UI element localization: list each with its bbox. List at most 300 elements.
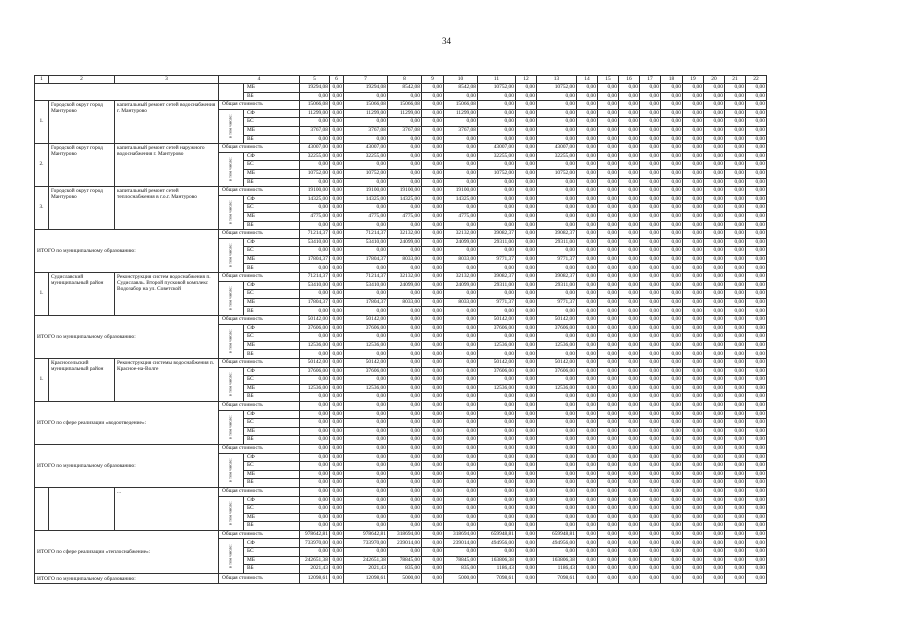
value-cell: 0,00 [639, 101, 660, 110]
value-cell: 0,00 [576, 161, 597, 170]
value-cell: 0,00 [682, 238, 703, 247]
value-cell: 0,00 [597, 169, 618, 178]
value-cell: 0,00 [597, 462, 618, 471]
value-cell: 0,00 [387, 161, 421, 170]
value-cell: 0,00 [576, 109, 597, 118]
value-cell: 0,00 [639, 264, 660, 273]
value-cell: 0,00 [597, 212, 618, 221]
value-cell: 10752,00 [343, 169, 387, 178]
value-cell: 318694,00 [443, 530, 477, 539]
value-cell: 0,00 [618, 487, 639, 496]
value-cell: 0,00 [387, 419, 421, 428]
vertical-label-text: в том числе: [227, 286, 233, 311]
value-cell: 0,00 [536, 393, 576, 402]
value-cell: 0,00 [536, 444, 576, 453]
value-cell: 0,00 [618, 298, 639, 307]
value-cell: 659948,81 [477, 530, 515, 539]
value-cell: 0,00 [682, 565, 703, 574]
value-cell: 0,00 [576, 565, 597, 574]
value-cell: 0,00 [639, 152, 660, 161]
value-cell: 0,00 [618, 255, 639, 264]
value-cell: 0,00 [329, 565, 343, 574]
value-cell: 0,00 [682, 92, 703, 101]
value-cell: 0,00 [536, 410, 576, 419]
value-cell: 0,00 [660, 118, 682, 127]
value-cell: 0,00 [724, 238, 745, 247]
value-cell: 0,00 [682, 169, 703, 178]
value-cell: 0,00 [724, 212, 745, 221]
value-cell: 0,00 [387, 350, 421, 359]
value-cell: 0,00 [639, 92, 660, 101]
value-cell: 0,00 [703, 573, 724, 584]
value-cell: 0,00 [299, 496, 329, 505]
value-cell: 0,00 [745, 565, 766, 574]
value-cell: 0,00 [745, 92, 766, 101]
value-cell: 9771,37 [477, 298, 515, 307]
value-cell: 0,00 [443, 367, 477, 376]
value-cell: 19100,00 [299, 187, 329, 196]
value-cell: 0,00 [515, 496, 536, 505]
value-cell: 0,00 [639, 195, 660, 204]
value-cell: 0,00 [443, 324, 477, 333]
value-cell: 0,00 [618, 324, 639, 333]
value-cell: 0,00 [597, 522, 618, 531]
value-cell: 0,00 [329, 221, 343, 230]
project-cell: капитальный ремонт сетей водоснабжения г. Мантурово [115, 101, 219, 144]
value-cell: 0,00 [329, 410, 343, 419]
value-cell: 0,00 [329, 187, 343, 196]
value-cell: 0,00 [576, 135, 597, 144]
value-cell: 12536,00 [477, 384, 515, 393]
value-cell: 0,00 [724, 462, 745, 471]
value-cell: 0,00 [343, 496, 387, 505]
header-cell: 16 [618, 76, 639, 84]
value-cell: 0,00 [639, 539, 660, 548]
value-cell: 0,00 [477, 187, 515, 196]
value-cell: 0,00 [515, 135, 536, 144]
value-cell: 0,00 [576, 359, 597, 368]
value-cell: 0,00 [639, 444, 660, 453]
row-label: ВБ [243, 436, 299, 445]
value-cell: 15066,08 [343, 101, 387, 110]
value-cell: 0,00 [597, 109, 618, 118]
value-cell: 0,00 [682, 487, 703, 496]
value-cell: 0,00 [515, 376, 536, 385]
value-cell: 0,00 [515, 350, 536, 359]
value-cell: 0,00 [639, 436, 660, 445]
value-cell: 3767,08 [387, 126, 421, 135]
value-cell: 4775,00 [443, 212, 477, 221]
value-cell: 0,00 [639, 496, 660, 505]
value-cell: 0,00 [421, 298, 443, 307]
value-cell: 0,00 [443, 505, 477, 514]
value-cell: 14325,00 [343, 195, 387, 204]
value-cell: 43007,00 [343, 144, 387, 153]
row-label: СФ [243, 238, 299, 247]
value-cell: 0,00 [703, 376, 724, 385]
vertical-label [219, 367, 244, 401]
value-cell: 0,00 [660, 453, 682, 462]
value-cell: 2021,43 [299, 565, 329, 574]
value-cell: 0,00 [329, 367, 343, 376]
value-cell: 0,00 [421, 230, 443, 239]
value-cell: 0,00 [703, 341, 724, 350]
row-label: БС [243, 118, 299, 127]
value-cell: 0,00 [682, 436, 703, 445]
value-cell: 0,00 [477, 118, 515, 127]
value-cell: 14325,00 [443, 195, 477, 204]
value-cell: 0,00 [639, 401, 660, 410]
value-cell: 0,00 [536, 178, 576, 187]
value-cell: 0,00 [724, 135, 745, 144]
value-cell: 0,00 [639, 187, 660, 196]
value-cell: 0,00 [639, 522, 660, 531]
value-cell: 0,00 [597, 273, 618, 282]
value-cell: 0,00 [421, 324, 443, 333]
value-cell: 0,00 [515, 316, 536, 325]
value-cell: 0,00 [597, 92, 618, 101]
value-cell: 0,00 [660, 84, 682, 93]
value-cell: 0,00 [597, 376, 618, 385]
row-label: МБ [243, 84, 299, 93]
value-cell: 0,00 [477, 410, 515, 419]
value-cell: 4775,00 [343, 212, 387, 221]
value-cell: 0,00 [421, 522, 443, 531]
value-cell: 0,00 [343, 333, 387, 342]
value-cell: 0,00 [387, 316, 421, 325]
value-cell: 0,00 [745, 152, 766, 161]
value-cell: 0,00 [343, 419, 387, 428]
value-cell: 0,00 [597, 152, 618, 161]
value-cell: 0,00 [421, 169, 443, 178]
value-cell: 0,00 [660, 152, 682, 161]
project-cell: Реконструкция систем водоснабжения п. Судиславль. Второй пусковой комплекс Водозабор на ул. Советской [115, 273, 219, 316]
row-label: МБ [243, 341, 299, 350]
value-cell: 0,00 [660, 281, 682, 290]
value-cell: 0,00 [387, 333, 421, 342]
value-cell: 0,00 [443, 479, 477, 488]
row-label: МБ [243, 298, 299, 307]
value-cell: 0,00 [597, 221, 618, 230]
value-cell: 0,00 [618, 161, 639, 170]
value-cell: 0,00 [299, 487, 329, 496]
value-cell: 0,00 [536, 427, 576, 436]
value-cell: 43007,00 [477, 144, 515, 153]
value-cell: 0,00 [618, 247, 639, 256]
value-cell: 0,00 [660, 101, 682, 110]
value-cell: 0,00 [477, 350, 515, 359]
value-cell: 0,00 [703, 427, 724, 436]
row-label: БС [243, 505, 299, 514]
value-cell: 0,00 [682, 230, 703, 239]
value-cell: 5000,00 [443, 573, 477, 584]
value-cell: 0,00 [329, 264, 343, 273]
value-cell: 11299,00 [299, 109, 329, 118]
value-cell: 8033,00 [387, 298, 421, 307]
row-label: МБ [243, 513, 299, 522]
value-cell: 0,00 [299, 264, 329, 273]
value-cell: 0,00 [597, 307, 618, 316]
value-cell: 0,00 [660, 462, 682, 471]
value-cell: 0,00 [660, 384, 682, 393]
value-cell: 0,00 [329, 144, 343, 153]
value-cell: 0,00 [421, 401, 443, 410]
value-cell: 0,00 [682, 290, 703, 299]
value-cell: 0,00 [682, 548, 703, 557]
value-cell: 0,00 [660, 238, 682, 247]
value-cell: 0,00 [536, 135, 576, 144]
value-cell: 0,00 [639, 427, 660, 436]
value-cell: 0,00 [660, 548, 682, 557]
value-cell: 0,00 [745, 290, 766, 299]
value-cell: 0,00 [536, 195, 576, 204]
value-cell: 0,00 [443, 410, 477, 419]
value-cell: 17804,37 [343, 255, 387, 264]
row-label: ВБ [243, 522, 299, 531]
project-cell: Реконструкция системы водоснабжения п. Красное-на-Волге [115, 359, 219, 402]
page-number: 34 [442, 36, 451, 46]
value-cell: 0,00 [329, 487, 343, 496]
value-cell: 0,00 [536, 204, 576, 213]
value-cell: 0,00 [515, 470, 536, 479]
value-cell: 0,00 [660, 539, 682, 548]
value-cell: 0,00 [703, 487, 724, 496]
value-cell: 0,00 [660, 273, 682, 282]
value-cell: 0,00 [639, 230, 660, 239]
value-cell: 0,00 [576, 539, 597, 548]
value-cell: 9771,37 [536, 255, 576, 264]
value-cell: 0,00 [703, 410, 724, 419]
value-cell: 0,00 [329, 324, 343, 333]
value-cell: 0,00 [639, 462, 660, 471]
row-label: БС [243, 247, 299, 256]
value-cell: 0,00 [745, 436, 766, 445]
value-cell: 0,00 [597, 359, 618, 368]
value-cell: 0,00 [387, 444, 421, 453]
value-cell: 0,00 [682, 195, 703, 204]
row-label: ВБ [243, 479, 299, 488]
value-cell: 37606,00 [299, 324, 329, 333]
value-cell: 0,00 [639, 290, 660, 299]
value-cell: 0,00 [299, 247, 329, 256]
value-cell: 17804,37 [299, 255, 329, 264]
value-cell: 0,00 [387, 290, 421, 299]
value-cell: 0,00 [745, 126, 766, 135]
value-cell: 0,00 [639, 470, 660, 479]
value-cell: 0,00 [724, 126, 745, 135]
value-cell: 0,00 [703, 316, 724, 325]
value-cell: 0,00 [703, 565, 724, 574]
value-cell: 0,00 [576, 462, 597, 471]
vertical-label-text: в том числе: [227, 329, 233, 354]
value-cell: 0,00 [329, 376, 343, 385]
value-cell: 0,00 [682, 419, 703, 428]
value-cell: 0,00 [682, 539, 703, 548]
value-cell: 0,00 [618, 307, 639, 316]
value-cell: 0,00 [682, 444, 703, 453]
value-cell: 0,00 [576, 264, 597, 273]
value-cell: 0,00 [724, 84, 745, 93]
value-cell: 0,00 [724, 359, 745, 368]
row-label: ВБ [243, 92, 299, 101]
value-cell: 0,00 [724, 444, 745, 453]
value-cell: 0,00 [703, 221, 724, 230]
value-cell: 0,00 [597, 238, 618, 247]
value-cell: 0,00 [724, 487, 745, 496]
value-cell: 7098,61 [477, 573, 515, 584]
value-cell: 0,00 [724, 178, 745, 187]
row-label: СФ [243, 152, 299, 161]
value-cell: 50142,00 [477, 359, 515, 368]
value-cell: 0,00 [724, 333, 745, 342]
row-label: БС [243, 161, 299, 170]
value-cell: 0,00 [724, 221, 745, 230]
value-cell: 0,00 [639, 221, 660, 230]
header-cell: 18 [660, 76, 682, 84]
value-cell: 0,00 [515, 273, 536, 282]
value-cell: 0,00 [597, 161, 618, 170]
value-cell: 0,00 [660, 573, 682, 584]
municipality-cell: Красносельский муниципальный район [49, 359, 115, 402]
header-cell: 2 [49, 76, 115, 84]
value-cell: 0,00 [639, 84, 660, 93]
value-cell: 0,00 [343, 410, 387, 419]
value-cell: 0,00 [421, 290, 443, 299]
value-cell: 0,00 [660, 92, 682, 101]
value-cell: 0,00 [745, 307, 766, 316]
value-cell: 0,00 [387, 453, 421, 462]
value-cell: 0,00 [477, 470, 515, 479]
row-number: 3. [35, 187, 49, 230]
value-cell: 10752,00 [477, 84, 515, 93]
value-cell: 0,00 [343, 135, 387, 144]
value-cell: 0,00 [639, 479, 660, 488]
value-cell: 0,00 [703, 333, 724, 342]
value-cell: 0,00 [703, 513, 724, 522]
value-cell: 0,00 [576, 290, 597, 299]
value-cell: 50142,00 [299, 359, 329, 368]
value-cell: 0,00 [515, 444, 536, 453]
value-cell: 0,00 [682, 427, 703, 436]
value-cell: 0,00 [745, 161, 766, 170]
value-cell: 0,00 [421, 487, 443, 496]
value-cell: 0,00 [329, 462, 343, 471]
value-cell: 0,00 [421, 359, 443, 368]
value-cell: 0,00 [724, 109, 745, 118]
value-cell: 0,00 [443, 522, 477, 531]
value-cell: 0,00 [515, 290, 536, 299]
value-cell: 0,00 [745, 109, 766, 118]
header-cell: 8 [387, 76, 421, 84]
value-cell: 0,00 [515, 298, 536, 307]
value-cell: 0,00 [515, 126, 536, 135]
value-cell: 0,00 [477, 247, 515, 256]
value-cell: 0,00 [299, 178, 329, 187]
value-cell: 239014,00 [443, 539, 477, 548]
value-cell: 0,00 [421, 565, 443, 574]
value-cell: 0,00 [477, 135, 515, 144]
value-cell: 0,00 [536, 350, 576, 359]
value-cell: 0,00 [597, 453, 618, 462]
value-cell: 0,00 [597, 427, 618, 436]
value-cell: 0,00 [536, 419, 576, 428]
value-cell: 0,00 [576, 118, 597, 127]
value-cell: 0,00 [536, 307, 576, 316]
value-cell: 0,00 [536, 333, 576, 342]
value-cell: 0,00 [618, 410, 639, 419]
value-cell: 0,00 [477, 427, 515, 436]
vertical-label-text: в том числе: [227, 415, 233, 440]
value-cell: 8542,08 [443, 84, 477, 93]
value-cell: 0,00 [745, 393, 766, 402]
value-cell: 0,00 [660, 513, 682, 522]
value-cell: 0,00 [682, 479, 703, 488]
value-cell: 0,00 [682, 187, 703, 196]
value-cell: 12536,00 [343, 384, 387, 393]
value-cell: 0,00 [745, 230, 766, 239]
value-cell: 0,00 [421, 530, 443, 539]
value-cell: 0,00 [387, 496, 421, 505]
value-cell: 0,00 [724, 513, 745, 522]
value-cell: 0,00 [639, 212, 660, 221]
value-cell: 0,00 [443, 427, 477, 436]
value-cell: 0,00 [477, 195, 515, 204]
value-cell: 0,00 [329, 341, 343, 350]
value-cell: 0,00 [618, 126, 639, 135]
budget-table [34, 75, 767, 584]
value-cell: 0,00 [576, 573, 597, 584]
value-cell: 0,00 [724, 161, 745, 170]
value-cell: 0,00 [618, 290, 639, 299]
value-cell: 50142,00 [343, 359, 387, 368]
value-cell: 0,00 [597, 487, 618, 496]
value-cell: 0,00 [597, 401, 618, 410]
blank-cell [35, 84, 219, 101]
value-cell: 0,00 [421, 384, 443, 393]
value-cell: 0,00 [329, 247, 343, 256]
value-cell: 19100,00 [387, 187, 421, 196]
header-cell: 4 [219, 76, 300, 84]
value-cell: 0,00 [421, 281, 443, 290]
value-cell: 0,00 [576, 419, 597, 428]
value-cell: 0,00 [618, 462, 639, 471]
value-cell: 0,00 [682, 573, 703, 584]
value-cell: 0,00 [639, 359, 660, 368]
value-cell: 0,00 [724, 427, 745, 436]
value-cell: 0,00 [576, 307, 597, 316]
value-cell: 0,00 [745, 444, 766, 453]
value-cell: 0,00 [443, 384, 477, 393]
value-cell: 0,00 [576, 453, 597, 462]
value-cell: 0,00 [387, 401, 421, 410]
value-cell: 8033,00 [387, 255, 421, 264]
value-cell: 0,00 [618, 419, 639, 428]
value-cell: 12536,00 [299, 341, 329, 350]
value-cell: 0,00 [443, 350, 477, 359]
value-cell: 0,00 [387, 359, 421, 368]
value-cell: 0,00 [703, 556, 724, 565]
value-cell: 0,00 [477, 178, 515, 187]
value-cell: 0,00 [660, 359, 682, 368]
value-cell: 0,00 [682, 513, 703, 522]
value-cell: 0,00 [299, 444, 329, 453]
value-cell: 0,00 [745, 264, 766, 273]
value-cell: 0,00 [536, 462, 576, 471]
value-cell: 0,00 [576, 350, 597, 359]
value-cell: 494956,00 [477, 539, 515, 548]
value-cell: 0,00 [515, 144, 536, 153]
header-row [35, 76, 767, 84]
